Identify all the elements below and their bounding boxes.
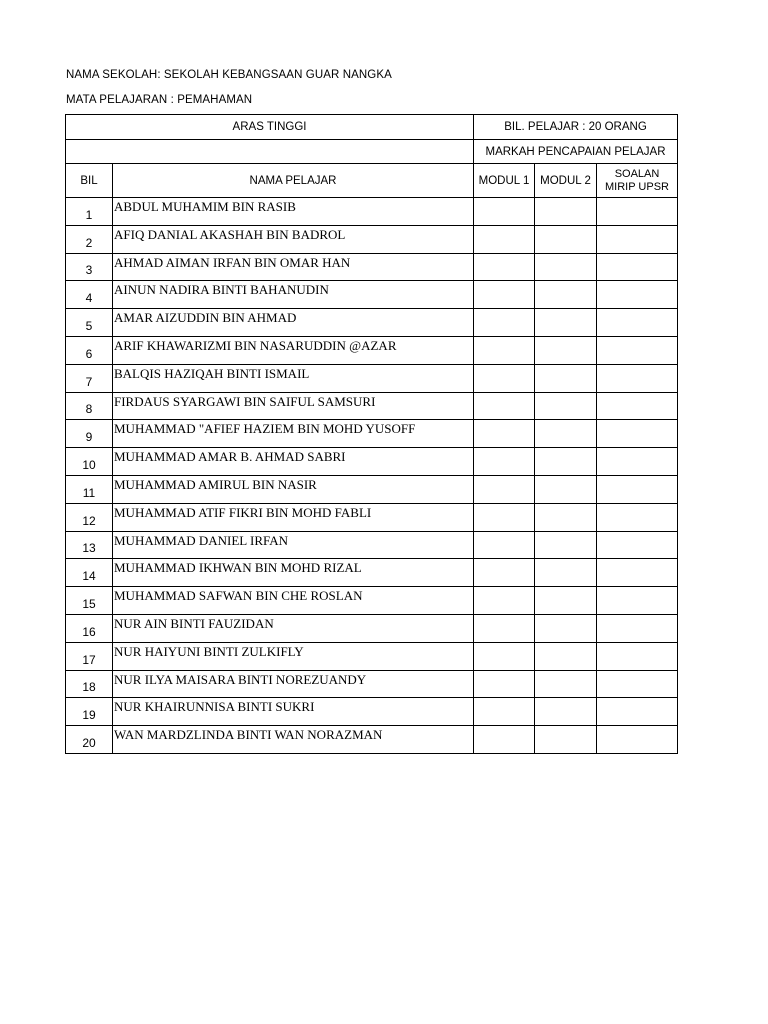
student-name: MUHAMMAD SAFWAN BIN CHE ROSLAN bbox=[113, 587, 474, 615]
table-row bbox=[66, 448, 678, 476]
table-row bbox=[66, 698, 678, 726]
soalan-mark-cell bbox=[597, 642, 678, 670]
student-name: AHMAD AIMAN IRFAN BIN OMAR HAN bbox=[113, 253, 474, 281]
modul2-mark-cell bbox=[535, 475, 597, 503]
student-name: AINUN NADIRA BINTI BAHANUDIN bbox=[113, 281, 474, 309]
row-number: 1 bbox=[66, 198, 113, 226]
table-row bbox=[66, 392, 678, 420]
table-row bbox=[66, 726, 678, 754]
row-number: 6 bbox=[66, 336, 113, 364]
modul2-mark-cell bbox=[535, 336, 597, 364]
blank-cell bbox=[66, 140, 474, 164]
table-row bbox=[66, 198, 678, 226]
student-name: NUR KHAIRUNNISA BINTI SUKRI bbox=[113, 698, 474, 726]
modul1-mark-cell bbox=[474, 587, 535, 615]
row-number: 19 bbox=[66, 698, 113, 726]
table-row bbox=[66, 587, 678, 615]
modul1-mark-cell bbox=[474, 420, 535, 448]
modul2-mark-cell bbox=[535, 614, 597, 642]
modul1-mark-cell bbox=[474, 309, 535, 337]
student-name: AFIQ DANIAL AKASHAH BIN BADROL bbox=[113, 225, 474, 253]
modul2-mark-cell bbox=[535, 559, 597, 587]
student-name: MUHAMMAD IKHWAN BIN MOHD RIZAL bbox=[113, 559, 474, 587]
modul2-mark-cell bbox=[535, 503, 597, 531]
row-number: 14 bbox=[66, 559, 113, 587]
soalan-mark-cell bbox=[597, 309, 678, 337]
modul1-mark-cell bbox=[474, 198, 535, 226]
modul2-mark-cell bbox=[535, 698, 597, 726]
modul2-mark-cell bbox=[535, 225, 597, 253]
soalan-mark-cell bbox=[597, 253, 678, 281]
column-header-modul1: MODUL 1 bbox=[474, 164, 535, 198]
row-number: 13 bbox=[66, 531, 113, 559]
soalan-mark-cell bbox=[597, 198, 678, 226]
modul2-mark-cell bbox=[535, 448, 597, 476]
row-number: 2 bbox=[66, 225, 113, 253]
soalan-mark-cell bbox=[597, 420, 678, 448]
modul2-mark-cell bbox=[535, 198, 597, 226]
table-title-row bbox=[66, 115, 678, 140]
column-header-bil: BIL bbox=[66, 164, 113, 198]
student-name: MUHAMMAD "AFIEF HAZIEM BIN MOHD YUSOFF bbox=[113, 420, 474, 448]
modul1-mark-cell bbox=[474, 726, 535, 754]
student-name: NUR ILYA MAISARA BINTI NOREZUANDY bbox=[113, 670, 474, 698]
table-row bbox=[66, 225, 678, 253]
row-number: 17 bbox=[66, 642, 113, 670]
row-number: 16 bbox=[66, 614, 113, 642]
soalan-mark-cell bbox=[597, 559, 678, 587]
table-row bbox=[66, 309, 678, 337]
column-header-soalan bbox=[597, 164, 678, 198]
student-name: AMAR AIZUDDIN BIN AHMAD bbox=[113, 309, 474, 337]
modul1-mark-cell bbox=[474, 670, 535, 698]
modul2-mark-cell bbox=[535, 670, 597, 698]
row-number: 7 bbox=[66, 364, 113, 392]
soalan-mark-cell bbox=[597, 281, 678, 309]
soalan-mark-cell bbox=[597, 225, 678, 253]
school-name-line: NAMA SEKOLAH: SEKOLAH KEBANGSAAN GUAR NANGKA bbox=[66, 69, 392, 81]
table-row bbox=[66, 475, 678, 503]
row-number: 4 bbox=[66, 281, 113, 309]
soalan-mark-cell bbox=[597, 475, 678, 503]
student-name: MUHAMMAD ATIF FIKRI BIN MOHD FABLI bbox=[113, 503, 474, 531]
modul1-mark-cell bbox=[474, 614, 535, 642]
row-number: 18 bbox=[66, 670, 113, 698]
modul1-mark-cell bbox=[474, 225, 535, 253]
column-header-row bbox=[66, 164, 678, 198]
student-name: MUHAMMAD AMIRUL BIN NASIR bbox=[113, 475, 474, 503]
soalan-line-1: SOALAN bbox=[614, 167, 660, 180]
modul1-mark-cell bbox=[474, 559, 535, 587]
modul1-mark-cell bbox=[474, 392, 535, 420]
modul2-mark-cell bbox=[535, 420, 597, 448]
subject-line: MATA PELAJARAN : PEMAHAMAN bbox=[66, 94, 253, 106]
table-row bbox=[66, 364, 678, 392]
row-number: 9 bbox=[66, 420, 113, 448]
table-row bbox=[66, 670, 678, 698]
table-row bbox=[66, 642, 678, 670]
student-name: BALQIS HAZIQAH BINTI ISMAIL bbox=[113, 364, 474, 392]
table-row bbox=[66, 253, 678, 281]
modul1-mark-cell bbox=[474, 503, 535, 531]
student-name: MUHAMMAD AMAR B. AHMAD SABRI bbox=[113, 448, 474, 476]
modul2-mark-cell bbox=[535, 364, 597, 392]
table-row bbox=[66, 281, 678, 309]
soalan-mark-cell bbox=[597, 670, 678, 698]
soalan-mark-cell bbox=[597, 503, 678, 531]
row-number: 20 bbox=[66, 726, 113, 754]
student-count: BIL. PELAJAR : 20 ORANG bbox=[474, 115, 678, 140]
modul2-mark-cell bbox=[535, 253, 597, 281]
table-row bbox=[66, 336, 678, 364]
modul2-mark-cell bbox=[535, 309, 597, 337]
achievement-header: MARKAH PENCAPAIAN PELAJAR bbox=[474, 140, 678, 164]
student-name: NUR HAIYUNI BINTI ZULKIFLY bbox=[113, 642, 474, 670]
modul2-mark-cell bbox=[535, 531, 597, 559]
student-name: NUR AIN BINTI FAUZIDAN bbox=[113, 614, 474, 642]
column-header-name: NAMA PELAJAR bbox=[113, 164, 474, 198]
student-marks-table bbox=[65, 114, 678, 754]
soalan-mark-cell bbox=[597, 392, 678, 420]
column-header-modul2: MODUL 2 bbox=[535, 164, 597, 198]
row-number: 15 bbox=[66, 587, 113, 615]
modul1-mark-cell bbox=[474, 364, 535, 392]
table-row bbox=[66, 559, 678, 587]
row-number: 10 bbox=[66, 448, 113, 476]
modul1-mark-cell bbox=[474, 253, 535, 281]
soalan-mark-cell bbox=[597, 698, 678, 726]
achievement-header-row bbox=[66, 140, 678, 164]
row-number: 8 bbox=[66, 392, 113, 420]
modul1-mark-cell bbox=[474, 336, 535, 364]
table-row bbox=[66, 503, 678, 531]
table-row bbox=[66, 614, 678, 642]
row-number: 11 bbox=[66, 475, 113, 503]
student-name: WAN MARDZLINDA BINTI WAN NORAZMAN bbox=[113, 726, 474, 754]
row-number: 3 bbox=[66, 253, 113, 281]
table-row bbox=[66, 420, 678, 448]
student-name: MUHAMMAD DANIEL IRFAN bbox=[113, 531, 474, 559]
soalan-mark-cell bbox=[597, 531, 678, 559]
student-name: FIRDAUS SYARGAWI BIN SAIFUL SAMSURI bbox=[113, 392, 474, 420]
table-row bbox=[66, 531, 678, 559]
soalan-mark-cell bbox=[597, 448, 678, 476]
modul2-mark-cell bbox=[535, 392, 597, 420]
modul1-mark-cell bbox=[474, 531, 535, 559]
row-number: 12 bbox=[66, 503, 113, 531]
modul2-mark-cell bbox=[535, 726, 597, 754]
student-name: ARIF KHAWARIZMI BIN NASARUDDIN @AZAR bbox=[113, 336, 474, 364]
soalan-line-2: MIRIP UPSR bbox=[605, 180, 669, 193]
soalan-mark-cell bbox=[597, 726, 678, 754]
modul2-mark-cell bbox=[535, 642, 597, 670]
modul2-mark-cell bbox=[535, 587, 597, 615]
soalan-mark-cell bbox=[597, 364, 678, 392]
modul1-mark-cell bbox=[474, 281, 535, 309]
soalan-mark-cell bbox=[597, 587, 678, 615]
soalan-mark-cell bbox=[597, 614, 678, 642]
modul1-mark-cell bbox=[474, 698, 535, 726]
modul1-mark-cell bbox=[474, 448, 535, 476]
modul1-mark-cell bbox=[474, 642, 535, 670]
modul2-mark-cell bbox=[535, 281, 597, 309]
modul1-mark-cell bbox=[474, 475, 535, 503]
student-name: ABDUL MUHAMIM BIN RASIB bbox=[113, 198, 474, 226]
level-title: ARAS TINGGI bbox=[66, 115, 474, 140]
row-number: 5 bbox=[66, 309, 113, 337]
soalan-mark-cell bbox=[597, 336, 678, 364]
